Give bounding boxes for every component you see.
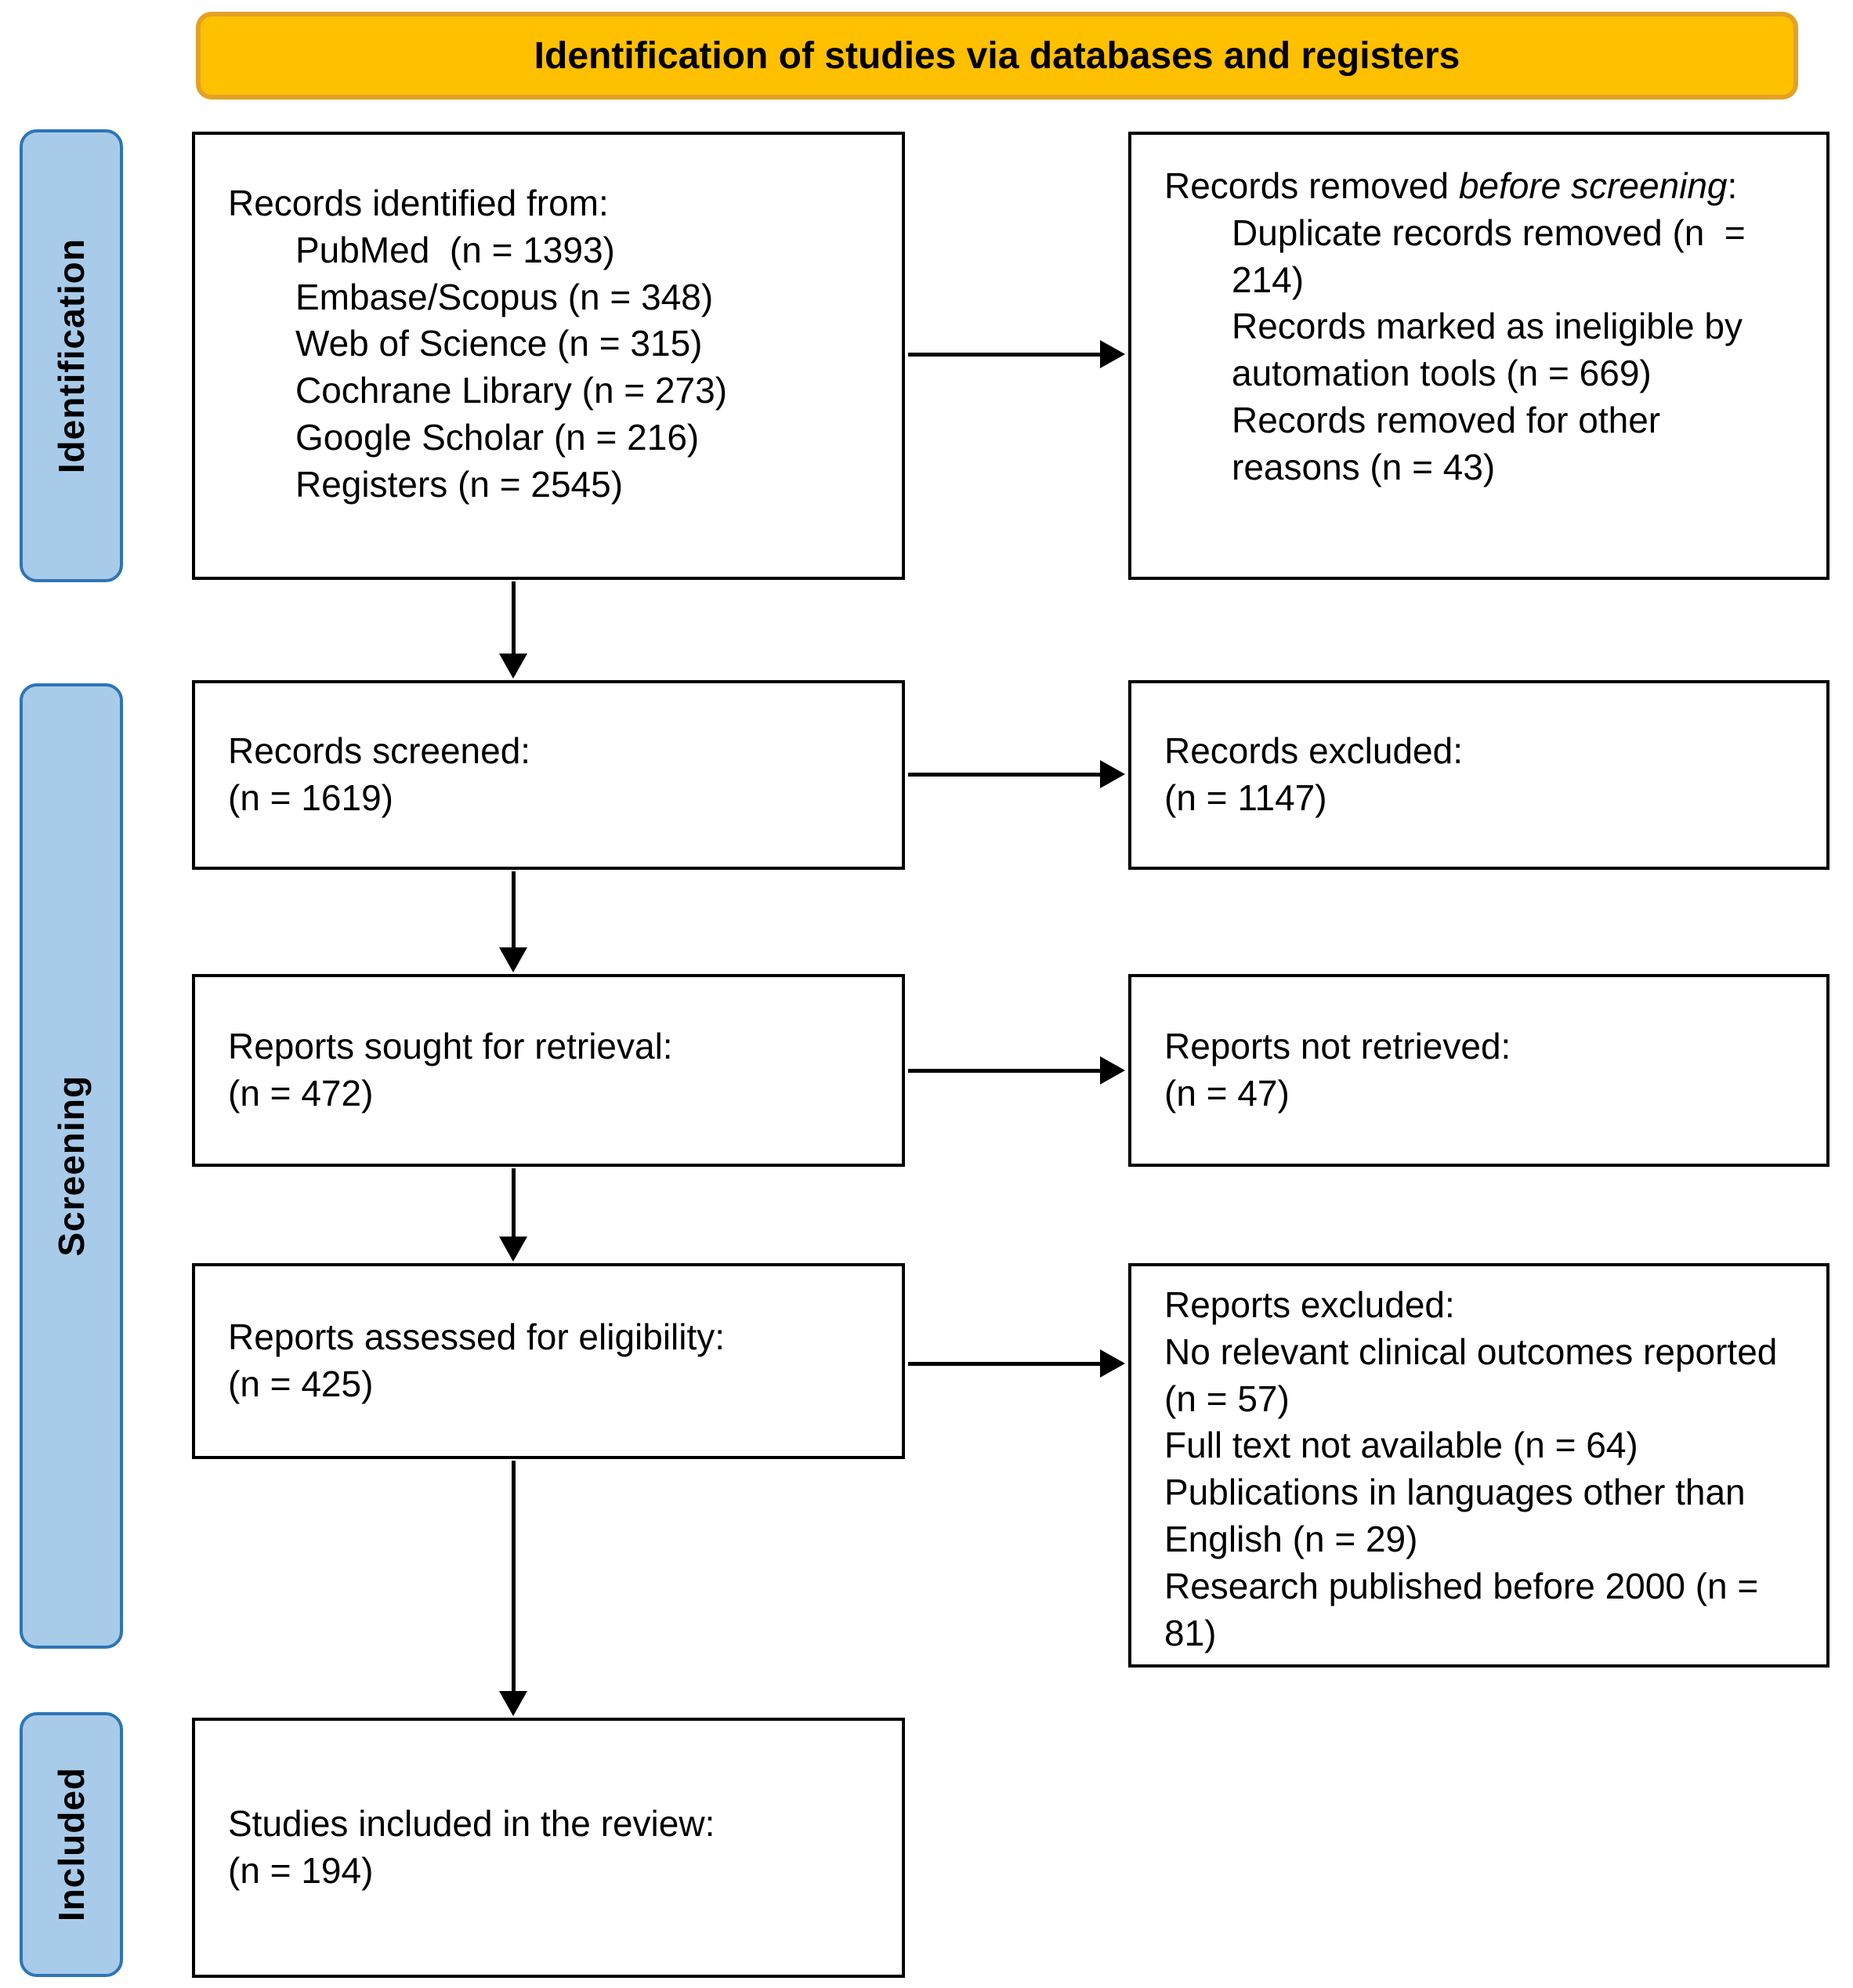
- records-removed-title-prefix: Records removed: [1164, 165, 1459, 206]
- reports-assessed-count: (n = 425): [228, 1363, 374, 1404]
- stage-label-identification: [20, 129, 123, 582]
- records-removed-title: [1164, 163, 1781, 210]
- arrow-head: [499, 1237, 527, 1262]
- studies-included-count: (n = 194): [228, 1850, 374, 1891]
- arrow-shaft: [908, 1362, 1100, 1366]
- reports-sought-count: (n = 472): [228, 1073, 374, 1113]
- box-records-removed: [1128, 132, 1829, 580]
- diagram-title: Identification of studies via databases and registers: [534, 34, 1460, 77]
- arrow-screened-to-excluded: [908, 760, 1125, 788]
- arrow-head: [1100, 1056, 1125, 1085]
- reports-not-retrieved-label: Reports not retrieved:: [1164, 1026, 1511, 1067]
- records-identified-item: PubMed (n = 1393): [295, 229, 615, 270]
- records-identified-title: Records identified from:: [228, 183, 609, 223]
- arrow-head: [1100, 760, 1125, 788]
- box-records-screened: [192, 680, 905, 870]
- records-screened-count: (n = 1619): [228, 777, 393, 818]
- stage-label-included-text: Included: [51, 1767, 92, 1922]
- box-reports-sought: [192, 974, 905, 1167]
- arrow-screened-to-sought: [499, 871, 527, 972]
- arrow-head: [499, 654, 527, 679]
- records-identified-item: Registers (n = 2545): [295, 463, 624, 505]
- records-removed-item: Duplicate records removed (n = 214): [1232, 212, 1756, 300]
- arrow-shaft: [908, 353, 1100, 357]
- arrow-shaft: [512, 581, 516, 654]
- records-excluded-count: (n = 1147): [1164, 777, 1327, 818]
- reports-assessed-label: Reports assessed for eligibility:: [228, 1316, 726, 1358]
- records-removed-title-suffix: :: [1727, 165, 1738, 206]
- box-records-excluded: [1128, 680, 1829, 870]
- arrow-assessed-to-studies-included: [499, 1461, 527, 1716]
- arrow-head: [499, 1691, 527, 1716]
- arrow-shaft: [908, 1069, 1100, 1073]
- arrow-shaft: [512, 1461, 516, 1691]
- box-reports-excluded: [1128, 1263, 1829, 1668]
- reports-excluded-title: Reports excluded:: [1164, 1284, 1455, 1325]
- records-identified-item: Embase/Scopus (n = 348): [295, 276, 714, 317]
- arrow-head: [1100, 1349, 1125, 1378]
- arrow-head: [499, 947, 527, 972]
- reports-excluded-item: Research published before 2000 (n = 81): [1164, 1565, 1769, 1653]
- reports-not-retrieved-count: (n = 47): [1164, 1073, 1290, 1113]
- arrow-shaft: [512, 871, 516, 947]
- records-identified-item: Web of Science (n = 315): [295, 323, 703, 364]
- box-studies-included: [192, 1718, 905, 1978]
- stage-label-screening: [20, 683, 123, 1649]
- arrow-identified-to-screened: [499, 581, 527, 679]
- records-identified-item: Google Scholar (n = 216): [295, 416, 700, 458]
- records-removed-item: Records removed for other reasons (n = 43): [1232, 399, 1670, 487]
- stage-label-screening-text: Screening: [51, 1075, 92, 1257]
- records-removed-item: Records marked as ineligible by automation tools (n = 669): [1232, 306, 1753, 394]
- reports-excluded-item: No relevant clinical outcomes reported (n = 57): [1164, 1331, 1788, 1419]
- box-reports-assessed: [192, 1263, 905, 1459]
- records-excluded-label: Records excluded:: [1164, 730, 1463, 772]
- arrow-head: [1100, 340, 1125, 368]
- reports-sought-label: Reports sought for retrieval:: [228, 1026, 673, 1067]
- box-records-identified: [192, 132, 905, 580]
- arrow-sought-to-not-retrieved: [908, 1056, 1125, 1085]
- arrow-identified-to-removed: [908, 340, 1125, 368]
- studies-included-label: Studies included in the review:: [228, 1803, 715, 1845]
- arrow-assessed-to-reports-excluded: [908, 1349, 1125, 1378]
- arrow-sought-to-assessed: [499, 1168, 527, 1262]
- reports-excluded-item: Full text not available (n = 64): [1164, 1425, 1638, 1466]
- records-screened-label: Records screened:: [228, 730, 531, 772]
- records-removed-title-italic: before screening: [1458, 165, 1728, 206]
- arrow-shaft: [908, 773, 1100, 777]
- box-reports-not-retrieved: [1128, 974, 1829, 1167]
- reports-excluded-item: Publications in languages other than English (n = 29): [1164, 1472, 1756, 1559]
- diagram-title-banner: [196, 12, 1798, 100]
- stage-label-included: [20, 1712, 123, 1977]
- arrow-shaft: [512, 1168, 516, 1237]
- stage-label-identification-text: Identification: [51, 237, 92, 474]
- records-identified-item: Cochrane Library (n = 273): [295, 370, 728, 411]
